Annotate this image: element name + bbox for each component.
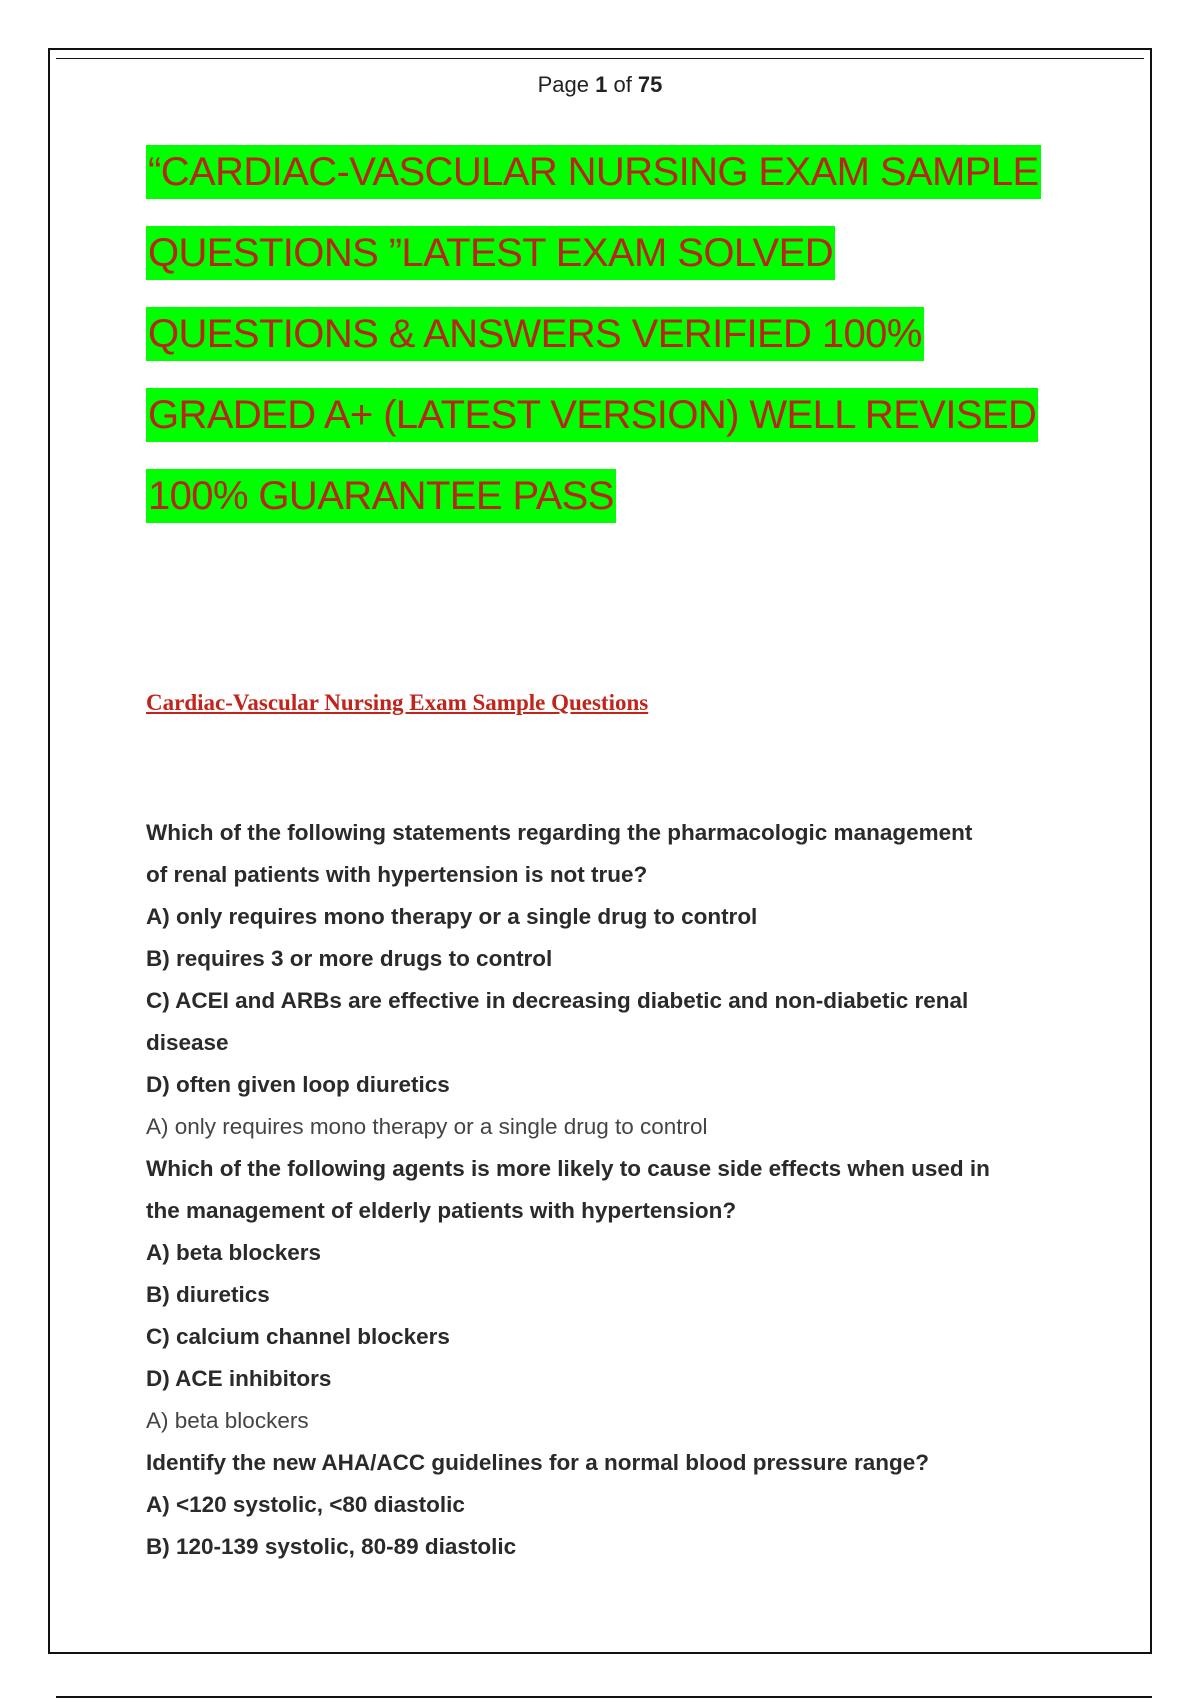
question-3-option-b: B) 120-139 systolic, 80-89 diastolic: [146, 1534, 517, 1559]
question-2-option-a: A) beta blockers: [146, 1240, 322, 1265]
page-label: Page: [537, 72, 596, 97]
question-1-answer: A) only requires mono therapy or a single drug to control: [146, 1114, 708, 1139]
section-heading: Cardiac-Vascular Nursing Exam Sample Questions: [146, 690, 649, 715]
question-1-option-c-continued: disease: [146, 1030, 229, 1055]
current-page-number: 1: [595, 72, 608, 97]
title-line-4: GRADED A+ (LATEST VERSION) WELL REVISED: [146, 388, 1038, 442]
question-1-text-line-1: Which of the following statements regarding the pharmacologic management: [146, 820, 973, 845]
question-1-text-line-2: of renal patients with hypertension is not true?: [146, 862, 648, 887]
question-1-option-a: A) only requires mono therapy or a single drug to control: [146, 904, 758, 929]
title-line-5: 100% GUARANTEE PASS: [146, 469, 616, 523]
question-2-option-d: D) ACE inhibitors: [146, 1366, 332, 1391]
question-3-option-a: A) <120 systolic, <80 diastolic: [146, 1492, 465, 1517]
next-page-rule: [56, 1696, 1152, 1698]
question-3-text-line-1: Identify the new AHA/ACC guidelines for a normal blood pressure range?: [146, 1450, 930, 1475]
question-1-option-d: D) often given loop diuretics: [146, 1072, 450, 1097]
question-1-option-c: C) ACEI and ARBs are effective in decreasing diabetic and non-diabetic renal: [146, 988, 969, 1013]
document-title: [146, 145, 1076, 550]
page-of-label: of: [607, 72, 638, 97]
title-line-2: QUESTIONS ”LATEST EXAM SOLVED: [146, 226, 835, 280]
question-2-answer: A) beta blockers: [146, 1408, 309, 1433]
question-1-option-b: B) requires 3 or more drugs to control: [146, 946, 553, 971]
top-rule: [56, 58, 1144, 59]
question-2-option-b: B) diuretics: [146, 1282, 270, 1307]
title-line-1: “CARDIAC-VASCULAR NURSING EXAM SAMPLE: [146, 145, 1041, 199]
page-indicator: [0, 72, 1200, 98]
total-pages-number: 75: [637, 72, 663, 97]
question-2-text-line-2: the management of elderly patients with hypertension?: [146, 1198, 737, 1223]
title-line-3: QUESTIONS & ANSWERS VERIFIED 100%: [146, 307, 924, 361]
question-2-text-line-1: Which of the following agents is more likely to cause side effects when used in: [146, 1156, 990, 1181]
question-list: [146, 812, 1076, 1568]
question-2-option-c: C) calcium channel blockers: [146, 1324, 450, 1349]
